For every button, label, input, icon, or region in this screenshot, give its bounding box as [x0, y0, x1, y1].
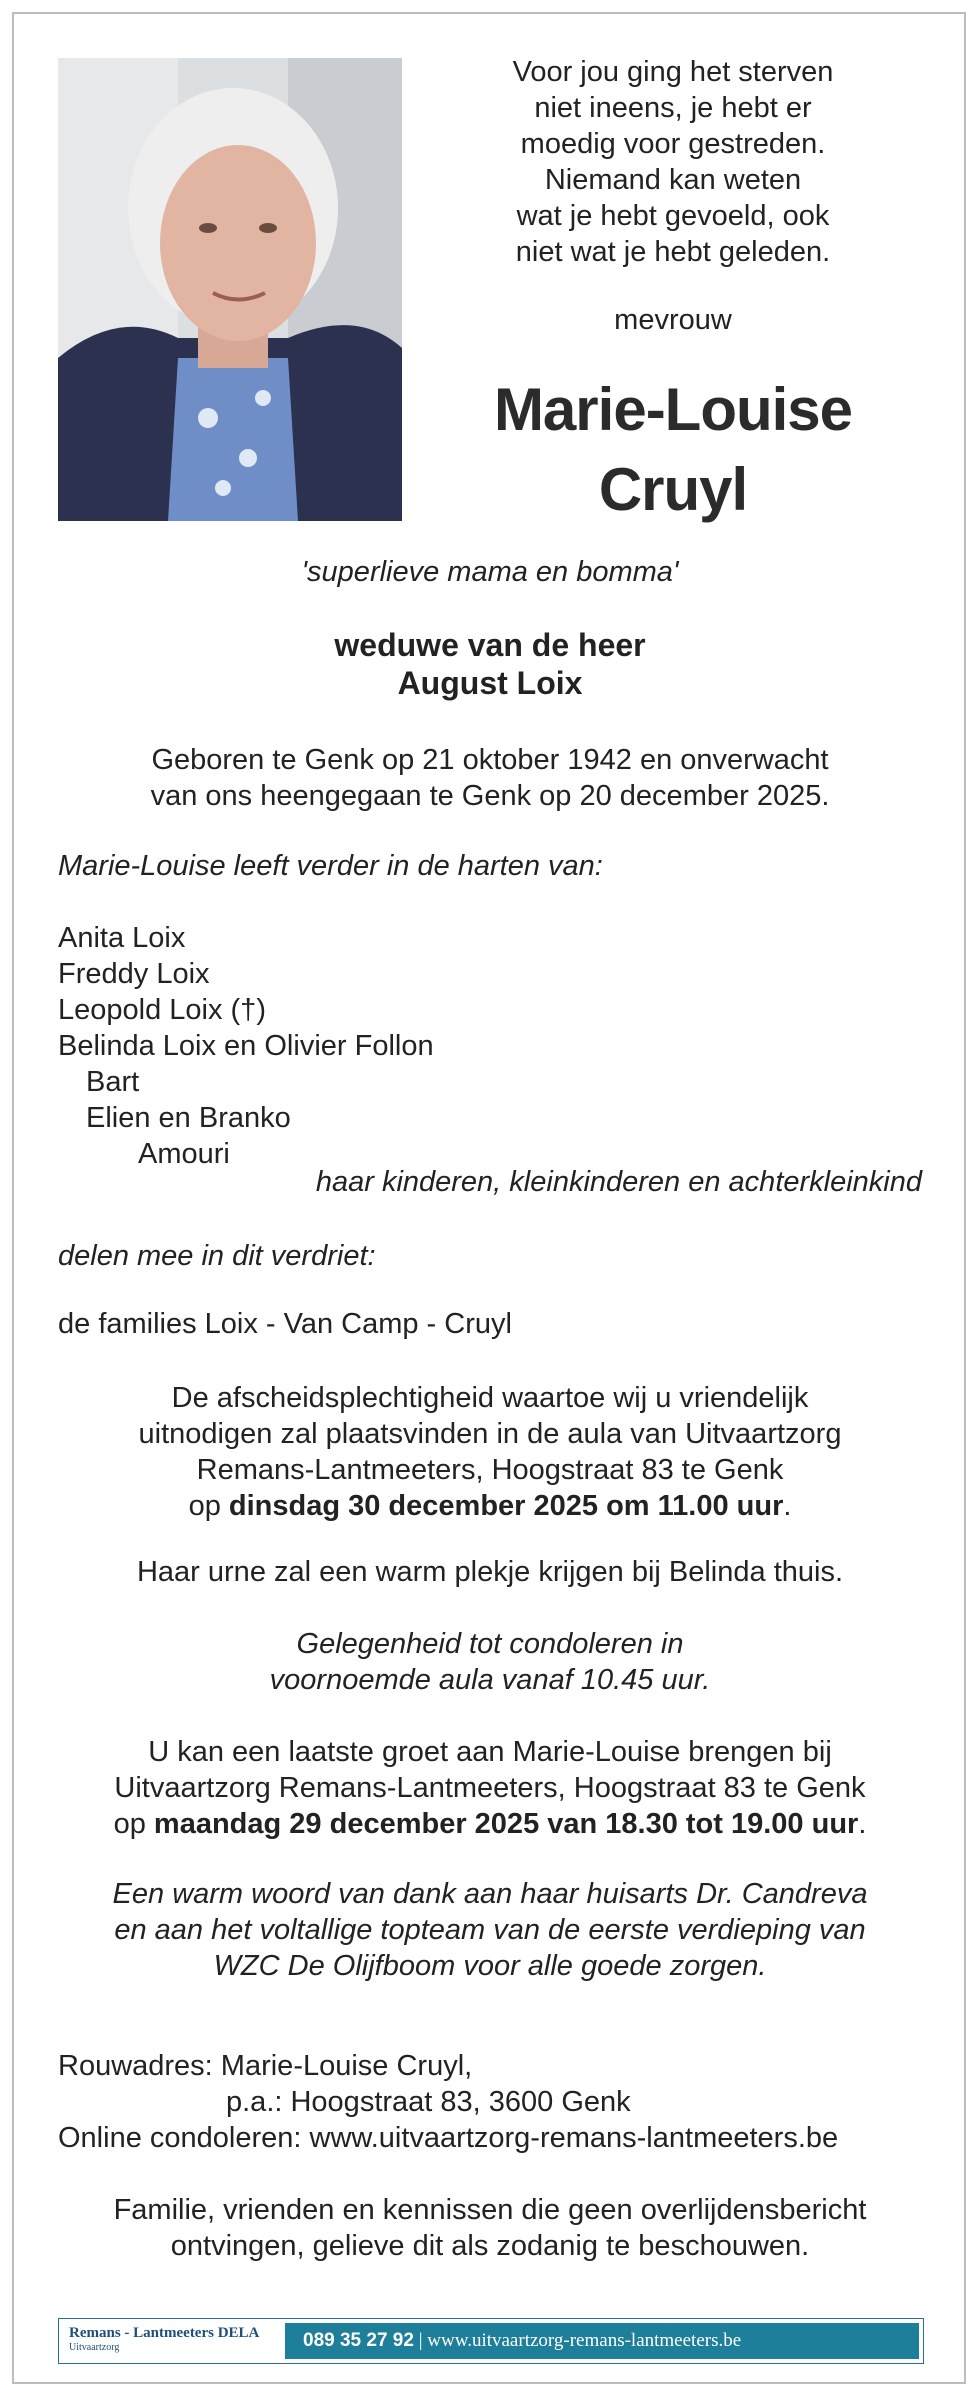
family-member: Amouri: [138, 1138, 230, 1170]
widow-of: [0, 626, 980, 702]
ceremony-info: [0, 1380, 980, 1524]
notice-line: ontvingen, gelieve dit als zodanig te beschouwen.: [170, 2230, 810, 2262]
deceased-name: [440, 370, 906, 530]
funeral-home-banner: [58, 2318, 924, 2364]
born-line: Geboren te Genk op 21 oktober 1942 en onverwacht: [151, 744, 829, 776]
died-line: van ons heengegaan te Genk op 20 december 2025.: [150, 780, 830, 812]
thanks-line: WZC De Olijfboom voor alle goede zorgen.: [213, 1950, 767, 1982]
phone-number: 089 35 27 92: [303, 2330, 414, 2351]
farewell-post: .: [858, 1808, 867, 1840]
family-member: Leopold Loix (†): [58, 994, 266, 1026]
thanks-line: en aan het voltallige topteam van de eerste verdieping van: [114, 1914, 866, 1946]
thanks-line: Een warm woord van dank aan haar huisarts Dr. Candreva: [112, 1878, 868, 1910]
ceremony-pre: op: [188, 1490, 229, 1522]
families-names: de families Loix - Van Camp - Cruyl: [58, 1308, 512, 1340]
farewell-line: U kan een laatste groet aan Marie-Louise brengen bij: [148, 1736, 832, 1768]
portrait-photo: [58, 58, 402, 521]
farewell-date: maandag 29 december 2025 van 18.30 tot 19.00 uur: [153, 1808, 859, 1840]
nickname: 'superlieve mama en bomma': [301, 556, 679, 588]
poem-line: niet ineens, je hebt er: [534, 92, 812, 124]
condolence-line: voornoemde aula vanaf 10.45 uur.: [269, 1664, 711, 1696]
poem-line: wat je hebt gevoeld, ook: [516, 200, 830, 232]
family-member: Freddy Loix: [58, 958, 210, 990]
ceremony-date-line: [0, 1488, 980, 1524]
funeral-home-logo: [69, 2324, 259, 2354]
ceremony-post: .: [783, 1490, 792, 1522]
hearts-intro: Marie-Louise leeft verder in de harten van:: [58, 850, 603, 882]
online-condolence-line: Online condoleren: www.uitvaartzorg-remans-lantmeeters.be: [58, 2122, 839, 2154]
birth-death-info: [0, 742, 980, 814]
poem-line: Voor jou ging het sterven: [512, 56, 834, 88]
address-line: Rouwadres: Marie-Louise Cruyl,: [58, 2050, 473, 2082]
farewell-info: [0, 1734, 980, 1842]
poem-line: Niemand kan weten: [544, 164, 802, 196]
family-list: [58, 920, 434, 1172]
funeral-home-subtitle: Uitvaartzorg: [69, 2342, 120, 2353]
contact-bar: [285, 2323, 919, 2359]
condolence-info: [0, 1626, 980, 1698]
family-member: Anita Loix: [58, 922, 186, 954]
salutation: mevrouw: [614, 304, 732, 336]
farewell-pre: op: [113, 1808, 154, 1840]
ceremony-line: De afscheidsplechtigheid waartoe wij u vriendelijk: [171, 1382, 809, 1414]
website-link[interactable]: www.uitvaartzorg-remans-lantmeeters.be: [427, 2330, 742, 2351]
share-grief: delen mee in dit verdriet:: [58, 1240, 376, 1272]
farewell-line: Uitvaartzorg Remans-Lantmeeters, Hoogstraat 83 te Genk: [114, 1772, 866, 1804]
mourning-address: [58, 2048, 838, 2156]
family-member: Bart: [86, 1066, 140, 1098]
deceased-first-name: Marie-Louise: [493, 376, 853, 443]
separator: |: [413, 2330, 428, 2351]
family-relation: haar kinderen, kleinkinderen en achterkleinkind: [315, 1166, 922, 1198]
farewell-date-line: [0, 1806, 980, 1842]
notice-line: Familie, vrienden en kennissen die geen overlijdensbericht: [113, 2194, 867, 2226]
notice-text: [0, 2192, 980, 2264]
family-member: Elien en Branko: [86, 1102, 291, 1134]
poem-line: moedig voor gestreden.: [520, 128, 826, 160]
ceremony-date: dinsdag 30 december 2025 om 11.00 uur: [228, 1490, 784, 1522]
ceremony-line: Remans-Lantmeeters, Hoogstraat 83 te Genk: [196, 1454, 784, 1486]
poem-line: niet wat je hebt geleden.: [515, 236, 831, 268]
spouse-name: August Loix: [397, 665, 583, 701]
thanks-note: [0, 1876, 980, 1984]
poem: [440, 54, 906, 270]
urn-info: Haar urne zal een warm plekje krijgen bij Belinda thuis.: [136, 1556, 844, 1588]
condolence-line: Gelegenheid tot condoleren in: [296, 1628, 684, 1660]
address-line: p.a.: Hoogstraat 83, 3600 Genk: [226, 2086, 631, 2118]
widow-line: weduwe van de heer: [334, 627, 646, 663]
deceased-last-name: Cruyl: [598, 456, 748, 523]
ceremony-line: uitnodigen zal plaatsvinden in de aula van Uitvaartzorg: [138, 1418, 842, 1450]
family-member: Belinda Loix en Olivier Follon: [58, 1030, 434, 1062]
funeral-home-brand: Remans - Lantmeeters DELA: [69, 2325, 260, 2341]
